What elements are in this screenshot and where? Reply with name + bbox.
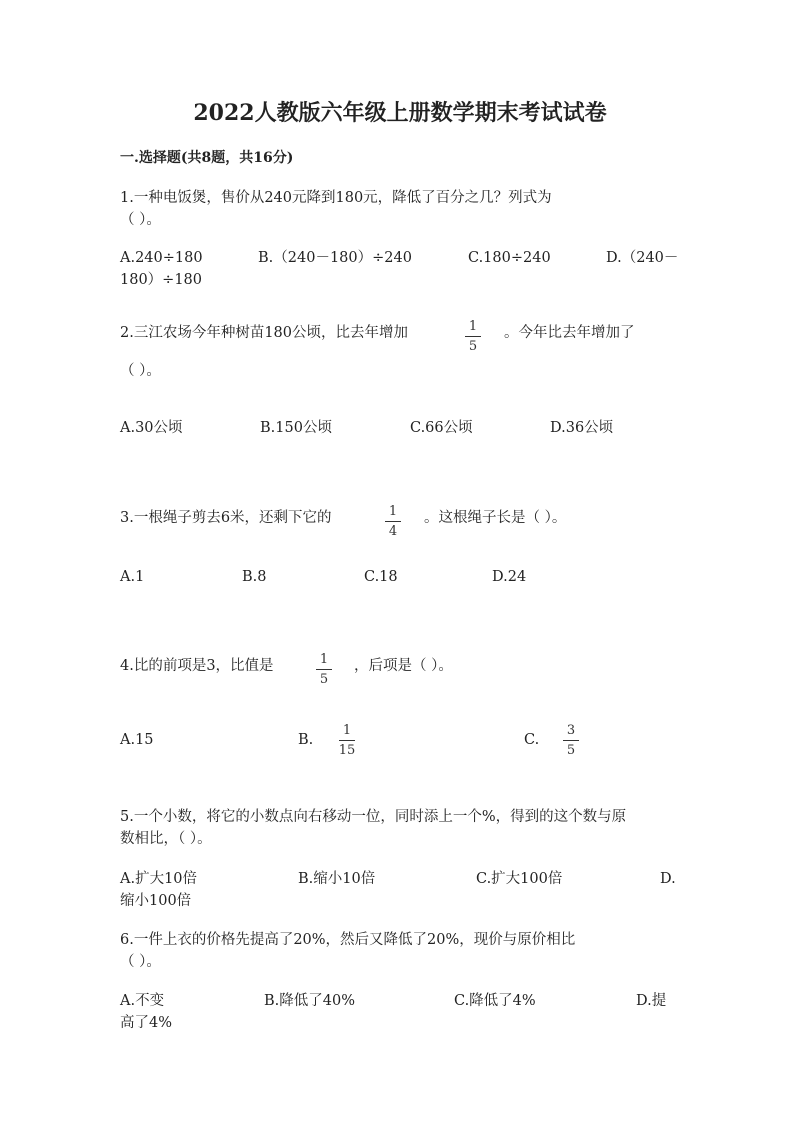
q3-fraction-denominator: 4 xyxy=(388,524,398,539)
q4-option-c-numerator: 3 xyxy=(566,723,576,738)
exam-title: 2022人教版六年级上册数学期末考试试卷 xyxy=(193,100,607,126)
q3-option-d: D.24 xyxy=(492,569,527,585)
q2-option-a: A.30公顷 xyxy=(120,420,183,436)
q2-option-b: B.150公顷 xyxy=(260,420,332,436)
q4-fraction-denominator: 5 xyxy=(319,672,329,687)
q2-fraction-numerator: 1 xyxy=(468,319,478,334)
q1-option-b: B.（240－180）÷240 xyxy=(258,250,412,266)
q2-fraction-denominator: 5 xyxy=(468,339,478,354)
q3-option-b: B.8 xyxy=(242,569,267,585)
q2-stem: 2.三江农场今年种树苗180公顷，比去年增加 xyxy=(120,325,409,341)
fraction-bar xyxy=(316,669,332,670)
q4-option-c: C. xyxy=(524,732,540,748)
q2-option-d: D.36公顷 xyxy=(550,420,614,436)
q2-option-c: C.66公顷 xyxy=(410,420,473,436)
q5-option-d-cont: 缩小100倍 xyxy=(120,893,192,909)
q5-option-a: A.扩大10倍 xyxy=(120,871,198,887)
q3-stem: 3.一根绳子剪去6米，还剩下它的 xyxy=(120,510,332,526)
q6-option-a: A.不变 xyxy=(120,993,165,1009)
q3-option-a: A.1 xyxy=(120,569,145,585)
q4-option-b-fraction xyxy=(334,723,360,758)
q5-stem-line2: 数相比，（ ）。 xyxy=(120,831,212,847)
q4-fraction-numerator: 1 xyxy=(319,652,329,667)
q2-stem-cont: 。今年比去年增加了 xyxy=(504,325,635,341)
q6-option-c: C.降低了4% xyxy=(454,993,536,1009)
fraction-bar xyxy=(465,336,481,337)
q3-fraction xyxy=(380,504,406,539)
fraction-bar xyxy=(385,521,401,522)
q4-option-b-denominator: 15 xyxy=(338,743,356,758)
q6-stem-line1: 6.一件上衣的价格先提高了20%，然后又降低了20%，现价与原价相比 xyxy=(120,932,576,948)
q6-option-d-cont: 高了4% xyxy=(120,1015,173,1031)
q3-stem-cont: 。这根绳子长是（ ）。 xyxy=(424,510,567,526)
q4-stem: 4.比的前项是3，比值是 xyxy=(120,658,274,674)
q4-option-a: A.15 xyxy=(120,732,154,748)
q1-stem-line2: （ ）。 xyxy=(120,212,161,228)
q6-stem-line2: （ ）。 xyxy=(120,954,161,970)
q5-option-c: C.扩大100倍 xyxy=(476,871,563,887)
q4-stem-cont: ，后项是（ ）。 xyxy=(354,658,453,674)
q3-fraction-numerator: 1 xyxy=(388,504,398,519)
q6-option-d: D.提 xyxy=(636,993,667,1009)
q1-option-d-cont: 180）÷180 xyxy=(120,272,203,288)
q4-fraction xyxy=(311,652,337,687)
q5-option-d: D. xyxy=(660,871,676,887)
q2-fraction xyxy=(460,319,486,354)
q5-option-b: B.缩小10倍 xyxy=(298,871,376,887)
q4-option-b: B. xyxy=(298,732,314,748)
q5-stem-line1: 5.一个小数，将它的小数点向右移动一位，同时添上一个%，得到的这个数与原 xyxy=(120,809,627,825)
q4-option-c-fraction xyxy=(558,723,584,758)
q6-option-b: B.降低了40% xyxy=(264,993,355,1009)
q1-option-a: A.240÷180 xyxy=(120,250,203,266)
fraction-bar xyxy=(563,740,579,741)
q1-option-d: D.（240－ xyxy=(606,250,679,266)
q1-option-c: C.180÷240 xyxy=(468,250,551,266)
q4-option-c-denominator: 5 xyxy=(566,743,576,758)
q2-blank: （ ）。 xyxy=(120,363,161,379)
q4-option-b-numerator: 1 xyxy=(342,723,352,738)
q3-option-c: C.18 xyxy=(364,569,398,585)
section-heading: 一.选择题(共8题，共16分) xyxy=(120,150,294,166)
q1-stem-line1: 1.一种电饭煲，售价从240元降到180元，降低了百分之几？列式为 xyxy=(120,190,552,206)
fraction-bar xyxy=(339,740,355,741)
